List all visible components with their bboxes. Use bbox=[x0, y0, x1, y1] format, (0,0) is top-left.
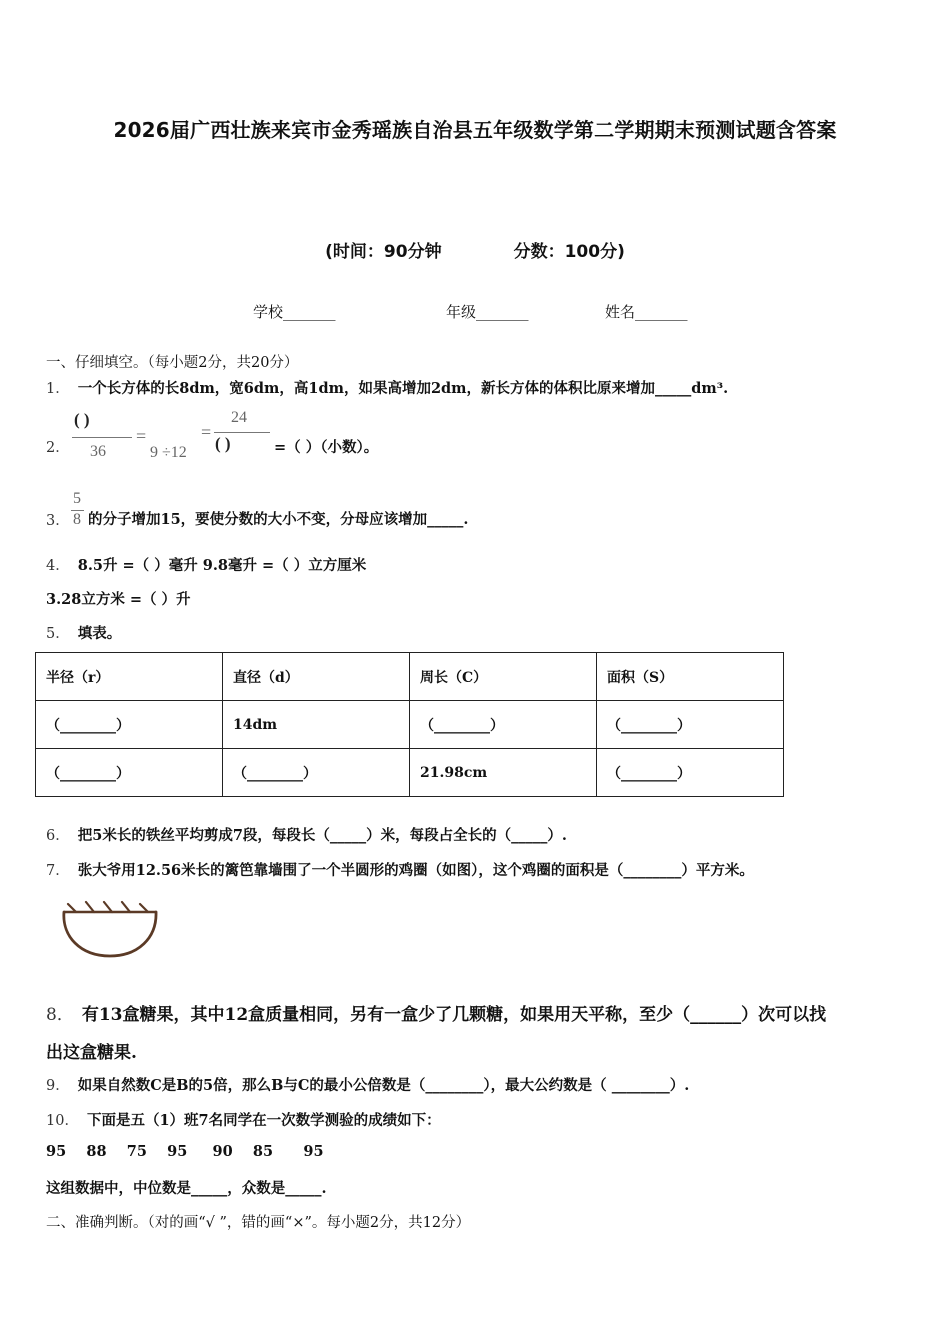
table-cell: 14dm bbox=[223, 701, 410, 749]
q2-tail: =（ ）（小数）。 bbox=[274, 439, 379, 456]
name-field[interactable]: 姓名_______ bbox=[605, 303, 688, 321]
section-1-heading: 一、仔细填空。（每小题2分，共20分） bbox=[46, 355, 299, 371]
wall-hatching bbox=[68, 902, 148, 912]
exam-score: 分数：100分) bbox=[513, 242, 625, 262]
q3-numerator: 5 bbox=[73, 490, 81, 507]
table-cell[interactable]: （________） bbox=[410, 701, 597, 749]
question-text: 填表。 bbox=[77, 625, 122, 642]
q2-paren-top: ( ) bbox=[74, 410, 90, 429]
question-number: 5． bbox=[46, 626, 70, 642]
question-number: 6． bbox=[46, 828, 70, 844]
question-8 bbox=[46, 1000, 826, 1025]
school-field[interactable]: 学校_______ bbox=[253, 303, 336, 321]
table-cell: 21.98cm bbox=[410, 749, 597, 797]
q2-denominator-36: 36 bbox=[90, 443, 106, 460]
question-7 bbox=[46, 859, 754, 880]
page-title: 2026届广西壮族来宾市金秀瑶族自治县五年级数学第二学期期末预测试题含答案 bbox=[113, 118, 837, 142]
semicircle-fence bbox=[64, 912, 156, 956]
question-text: 张大爷用12.56米长的篱笆靠墙围了一个半圆形的鸡圈（如图），这个鸡圈的面积是（________）平方米。 bbox=[77, 862, 754, 879]
question-text: 把5米长的铁丝平均剪成7段，每段长（_____）米，每段占全长的（_____）. bbox=[77, 827, 567, 844]
table-header: 周长（C） bbox=[410, 653, 597, 701]
question-3-number: 3． bbox=[46, 513, 70, 529]
question-2-number: 2． bbox=[46, 440, 70, 456]
question-text: 有13盒糖果，其中12盒质量相同，另有一盒少了几颗糖，如果用天平称，至少（______）次可以找 bbox=[81, 1005, 827, 1025]
q2-paren-bottom: ( ) bbox=[215, 434, 231, 453]
table-cell[interactable]: （________） bbox=[36, 701, 223, 749]
exam-meta bbox=[0, 237, 950, 262]
question-text: 一个长方体的长8dm，宽6dm，高1dm，如果高增加2dm，新长方体的体积比原来增加_____dm³. bbox=[77, 380, 729, 397]
exam-time: (时间：90分钟 bbox=[325, 242, 442, 262]
q2-equals-2: = bbox=[201, 422, 212, 442]
grade-field[interactable]: 年级_______ bbox=[446, 303, 529, 321]
question-4 bbox=[46, 554, 366, 575]
question-8-line-2: 出这盒糖果. bbox=[46, 1043, 137, 1063]
q10-scores: 95 88 75 95 90 85 95 bbox=[46, 1143, 324, 1160]
question-number: 7． bbox=[46, 863, 70, 879]
q10-question: 这组数据中，中位数是_____，众数是_____. bbox=[46, 1180, 327, 1197]
question-4-line-2: 3.28立方米 =（ ）升 bbox=[46, 591, 191, 608]
table-header-row bbox=[36, 653, 784, 701]
table-cell[interactable]: （________） bbox=[597, 749, 784, 797]
question-number: 10． bbox=[46, 1113, 79, 1129]
semicircle-pen-figure bbox=[56, 896, 162, 966]
question-text: 下面是五（1）班7名同学在一次数学测验的成绩如下： bbox=[86, 1112, 441, 1129]
table-header: 半径（r） bbox=[36, 653, 223, 701]
question-number: 4． bbox=[46, 558, 70, 574]
q2-numerator-24: 24 bbox=[231, 409, 247, 426]
table-header: 直径（d） bbox=[223, 653, 410, 701]
question-number: 8． bbox=[46, 1005, 74, 1025]
table-cell[interactable]: （________） bbox=[36, 749, 223, 797]
q2-fraction-bar bbox=[72, 437, 132, 438]
question-number: 9． bbox=[46, 1078, 70, 1094]
table-cell[interactable]: （________） bbox=[223, 749, 410, 797]
circle-table bbox=[35, 652, 784, 797]
question-5 bbox=[46, 622, 121, 643]
table-row bbox=[36, 749, 784, 797]
question-10 bbox=[46, 1109, 441, 1130]
table-row bbox=[36, 701, 784, 749]
q2-division: 9 ÷12 bbox=[150, 444, 187, 461]
question-6 bbox=[46, 824, 567, 845]
q3-text: 的分子增加15，要使分数的大小不变，分母应该增加_____. bbox=[88, 511, 469, 528]
question-text: 如果自然数C是B的5倍，那么B与C的最小公倍数是（________），最大公约数是（ ________）. bbox=[77, 1077, 690, 1094]
section-2-heading: 二、准确判断。（对的画“√ ”，错的画“×”。每小题2分，共12分） bbox=[46, 1215, 471, 1231]
table-cell[interactable]: （________） bbox=[597, 701, 784, 749]
table-header: 面积（S） bbox=[597, 653, 784, 701]
question-text: 8.5升 =（ ）毫升 9.8毫升 =（ ）立方厘米 bbox=[77, 557, 367, 574]
q3-denominator: 8 bbox=[73, 511, 81, 528]
q2-equals-1: = bbox=[136, 426, 147, 446]
question-number: 1． bbox=[46, 381, 70, 397]
question-9 bbox=[46, 1074, 689, 1095]
q2-fraction-bar-2 bbox=[214, 432, 270, 433]
question-1 bbox=[46, 377, 728, 398]
